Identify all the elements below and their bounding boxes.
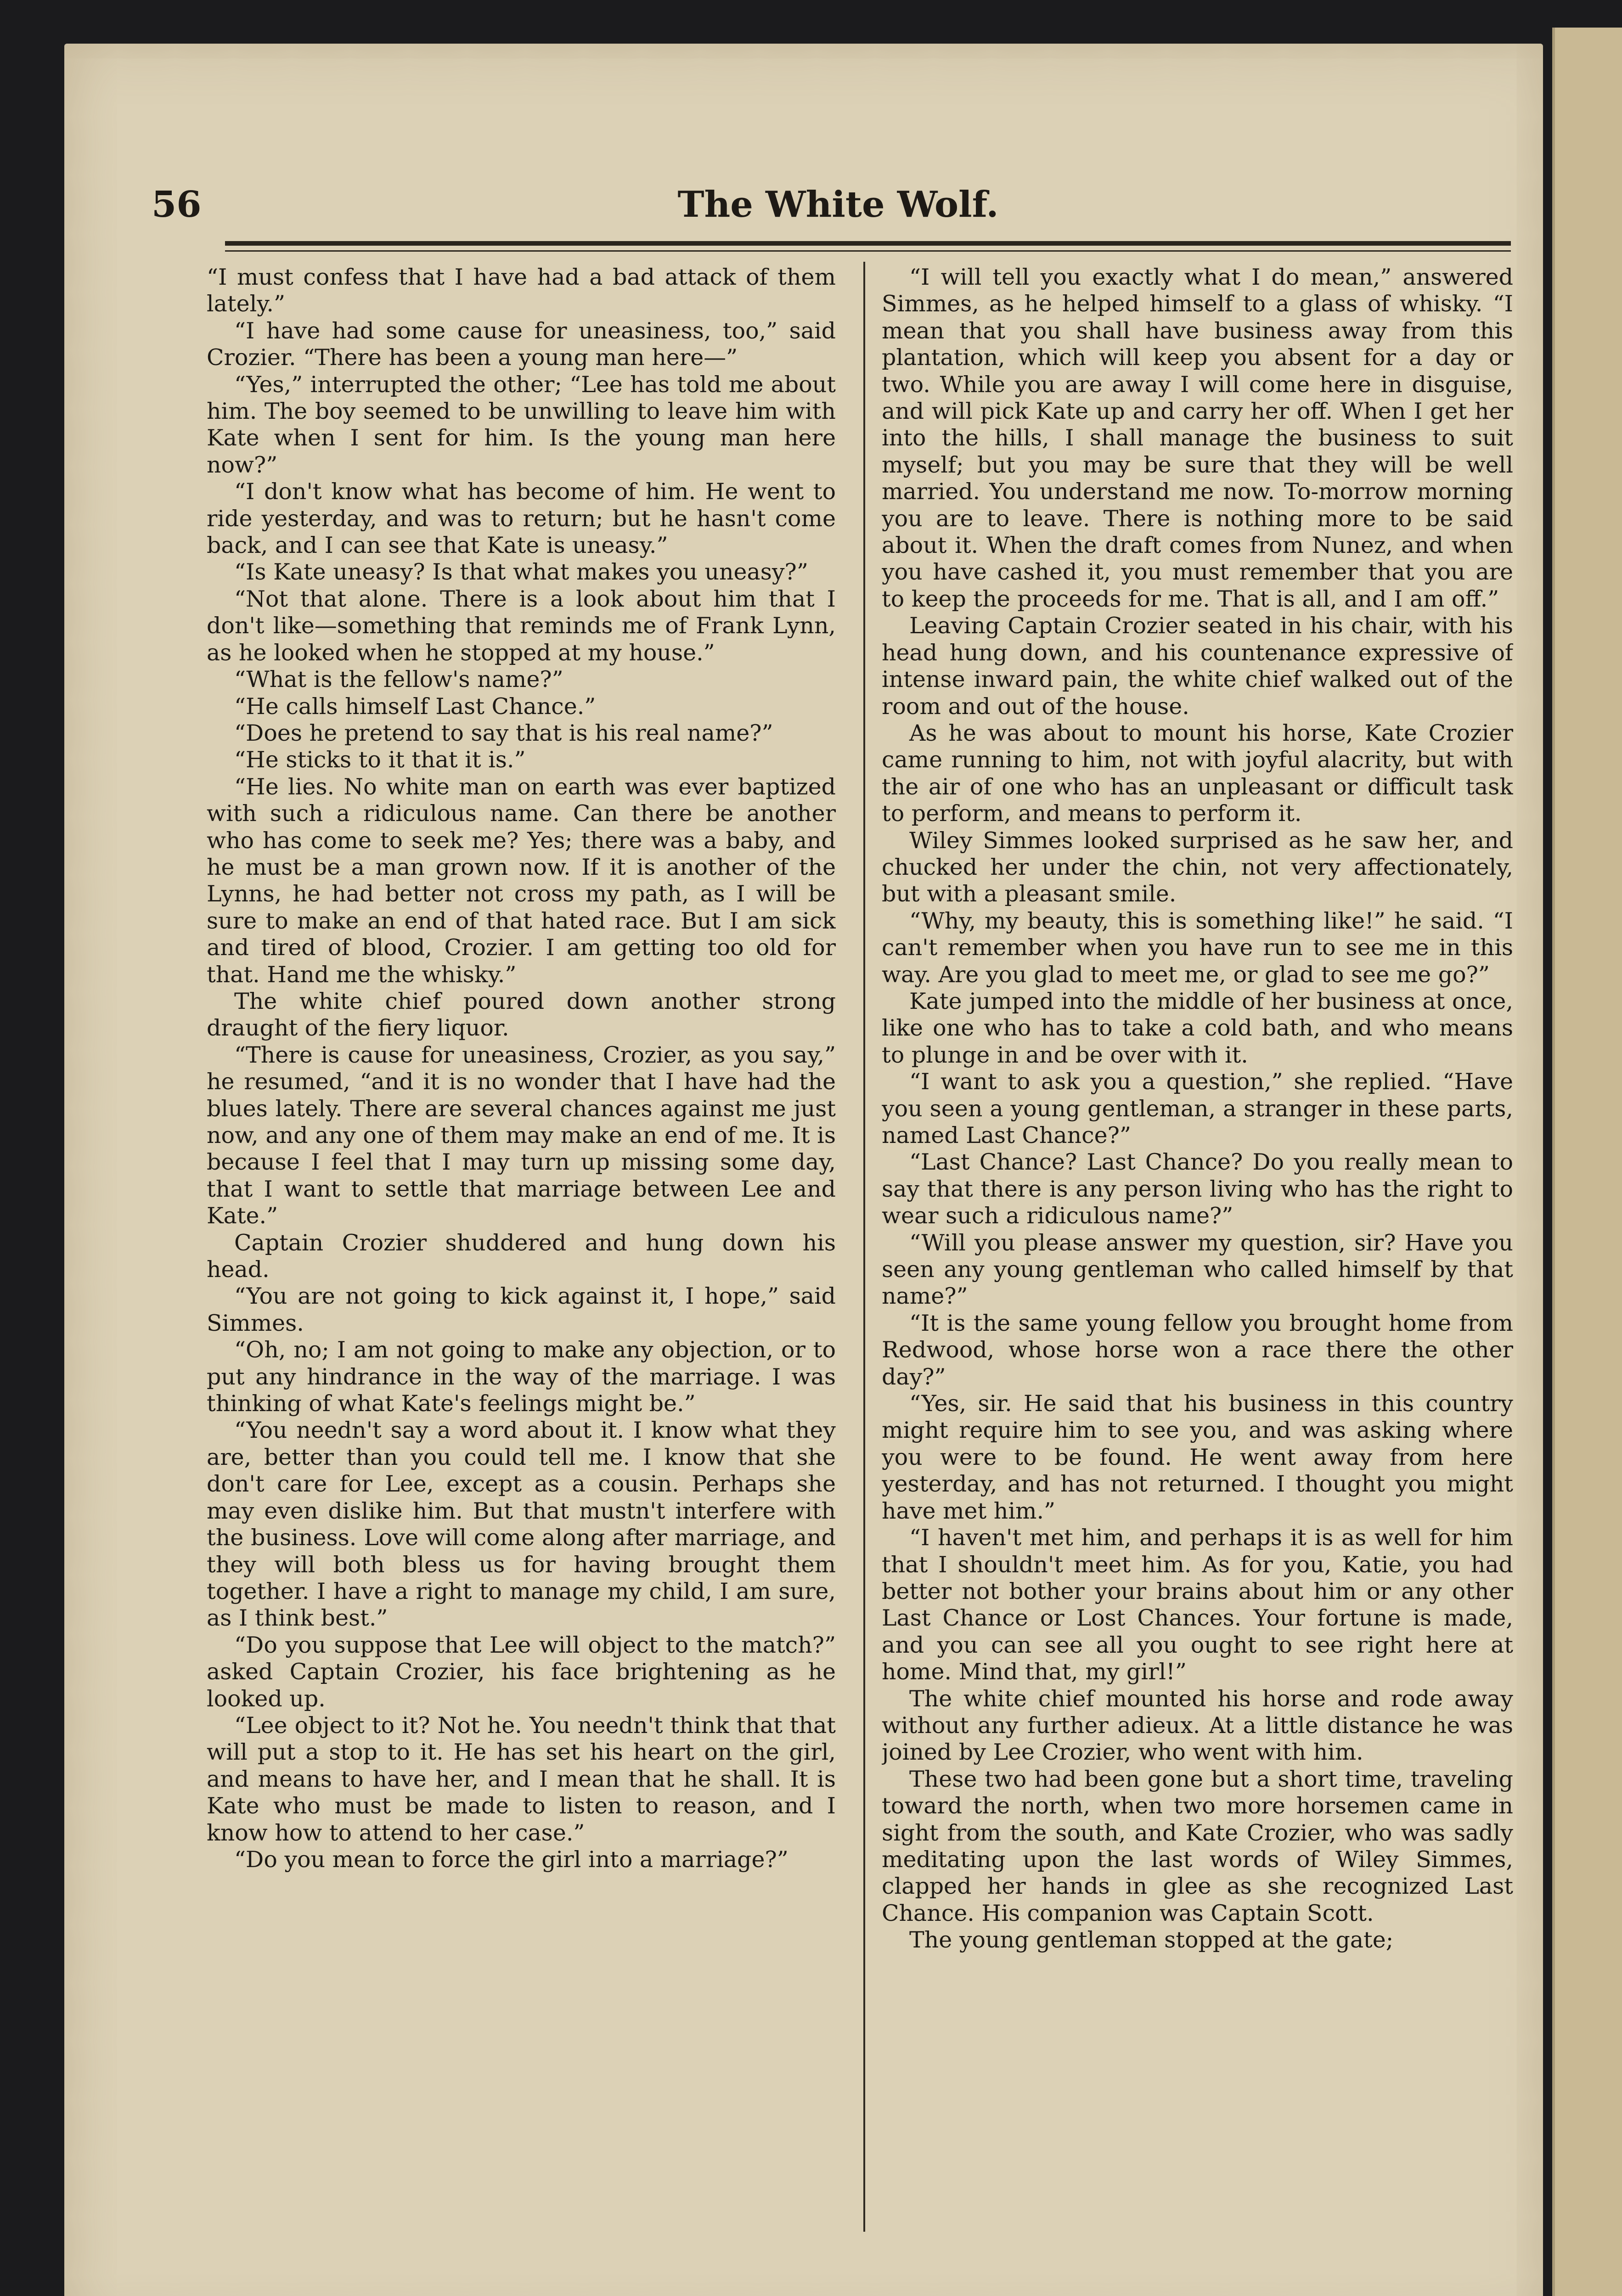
paragraph: “He sticks to it that it is.” [234, 747, 526, 773]
paragraph: “What is the fellow's name?” [234, 666, 563, 693]
running-title: The White Wolf. [677, 184, 999, 225]
paragraph: Wiley Simmes looked surprised as he saw her, and chucked her under the chin, not very affectionately, but with a pleasant smile. [882, 827, 1513, 907]
paragraph: “I will tell you exactly what I do mean,” answered Simmes, as he helped himself to a glass of whisky. “I mean that you shall have business away from this plantation, which will keep you absent for a day or two. While you are away I will come here in disguise, and will pick Kate up and carry her off. When I get her into the hills, I shall manage the business to suit myself; but you may be sure that they will be well married. You understand me now. To-morrow morning you are to leave. There is nothing more to be said about it. When the draft comes from Nunez, and when you have cashed it, you must remember that you are to keep the proceeds for me. That is all, and I am off.” [882, 264, 1513, 612]
paragraph: “There is cause for uneasiness, Crozier, as you say,” he resumed, “and it is no wonder that I have had the blues lately. There are several chances against me just now, and any one of them may make an end of me. It is because I feel that I may turn up missing some day, that I want to settle that marriage between Lee and Kate.” [207, 1041, 836, 1229]
paragraph: Leaving Captain Crozier seated in his chair, with his head hung down, and his countenance expressive of intense inward pain, the white chief walked out of the room and out of the house. [882, 613, 1513, 720]
paragraph: “Does he pretend to say that is his real name?” [234, 720, 773, 746]
right-text-column [882, 264, 1513, 2234]
paragraph: “Why, my beauty, this is something like!” he said. “I can't remember when you have run to see me in this way. Are you glad to meet me, or glad to see me go?” [882, 907, 1513, 988]
column-divider [863, 262, 865, 2232]
paragraph: “I want to ask you a question,” she replied. “Have you seen a young gentleman, a stranger in these parts, named Last Chance?” [882, 1069, 1513, 1148]
paragraph: “Not that alone. There is a look about him that I don't like—something that reminds me of Frank Lynn, as he looked when he stopped at my house.” [207, 585, 836, 666]
page-header [152, 184, 1525, 239]
paragraph: “Do you suppose that Lee will object to the match?” asked Captain Crozier, his face brightening as he looked up. [207, 1632, 836, 1712]
paragraph: “Oh, no; I am not going to make any objection, or to put any hindrance in the way of the marriage. I was thinking of what Kate's feelings might be.” [207, 1337, 836, 1417]
paragraph: “Will you please answer my question, sir? Have you seen any young gentleman who called himself by that name?” [882, 1229, 1513, 1310]
paragraph: “I don't know what has become of him. He went to ride yesterday, and was to return; but he hasn't come back, and I can see that Kate is uneasy.” [207, 478, 836, 559]
paragraph: The white chief poured down another strong draught of the fiery liquor. [207, 988, 836, 1041]
left-text-column [207, 264, 836, 2234]
paragraph: “Is Kate uneasy? Is that what makes you uneasy?” [234, 559, 808, 585]
paragraph: “He calls himself Last Chance.” [234, 693, 596, 720]
paragraph: “You needn't say a word about it. I know what they are, better than you could tell me. I know that she don't care for Lee, except as a cousin. Perhaps she may even dislike him. But that mustn't interfere with the business. Love will come along after marriage, and they will both bless us for having brought them together. I have a right to manage my child, I am sure, as I think best.” [207, 1417, 836, 1632]
page-number: 56 [152, 184, 202, 225]
header-rule-thin [225, 250, 1511, 252]
paragraph: “You are not going to kick against it, I hope,” said Simmes. [207, 1283, 836, 1336]
paragraph: “He lies. No white man on earth was ever baptized with such a ridiculous name. Can there be another who has come to seek me? Yes; there was a baby, and he must be a man grown now. If it is another of the Lynns, he had better not cross my path, as I will be sure to make an end of that hated race. But I am sick and tired of blood, Crozier. I am getting too old for that. Hand me the whisky.” [207, 773, 836, 988]
paragraph: The white chief mounted his horse and rode away without any further adieux. At a little distance he was joined by Lee Crozier, who went with him. [882, 1685, 1513, 1766]
paragraph: “I must confess that I have had a bad attack of them lately.” [207, 264, 836, 317]
paragraph: “I haven't met him, and perhaps it is as well for him that I shouldn't meet him. As for you, Katie, you had better not bother your brains about him or any other Last Chance or Lost Chances. Your fortune is made, and you can see all you ought to see right here at home. Mind that, my girl!” [882, 1525, 1513, 1685]
paragraph: “Last Chance? Last Chance? Do you really mean to say that there is any person living who has the right to wear such a ridiculous name?” [882, 1149, 1513, 1229]
paragraph: These two had been gone but a short time, traveling toward the north, when two more horsemen came in sight from the south, and Kate Crozier, who was sadly meditating upon the last words of Wiley Simmes, clapped her hands in glee as she recognized Last Chance. His companion was Captain Scott. [882, 1766, 1513, 1926]
paragraph: “It is the same young fellow you brought home from Redwood, whose horse won a race there the other day?” [882, 1310, 1513, 1390]
header-rule [225, 241, 1511, 246]
paragraph: “I have had some cause for uneasiness, too,” said Crozier. “There has been a young man here—” [207, 317, 836, 371]
paragraph: “Do you mean to force the girl into a marriage?” [234, 1846, 788, 1873]
paragraph: The young gentleman stopped at the gate; [909, 1927, 1394, 1953]
paragraph: “Lee object to it? Not he. You needn't think that that will put a stop to it. He has set his heart on the girl, and means to have her, and I mean that he shall. It is Kate who must be made to listen to reason, and I know how to attend to her case.” [207, 1712, 836, 1846]
paragraph: Captain Crozier shuddered and hung down his head. [207, 1229, 836, 1283]
paragraph: “Yes, sir. He said that his business in this country might require him to see you, and was asking where you were to be found. He went away from here yesterday, and has not returned. I thought you might have met him.” [882, 1390, 1513, 1524]
paragraph: As he was about to mount his horse, Kate Crozier came running to him, not with joyful alacrity, but with the air of one who has an unpleasant or difficult task to perform, and means to perform it. [882, 720, 1513, 827]
paragraph: Kate jumped into the middle of her business at once, like one who has to take a cold bath, and who means to plunge in and be over with it. [882, 988, 1513, 1068]
paragraph: “Yes,” interrupted the other; “Lee has told me about him. The boy seemed to be unwilling to leave him with Kate when I sent for him. Is the young man here now?” [207, 371, 836, 478]
adjacent-page-edge [1552, 28, 1622, 2296]
